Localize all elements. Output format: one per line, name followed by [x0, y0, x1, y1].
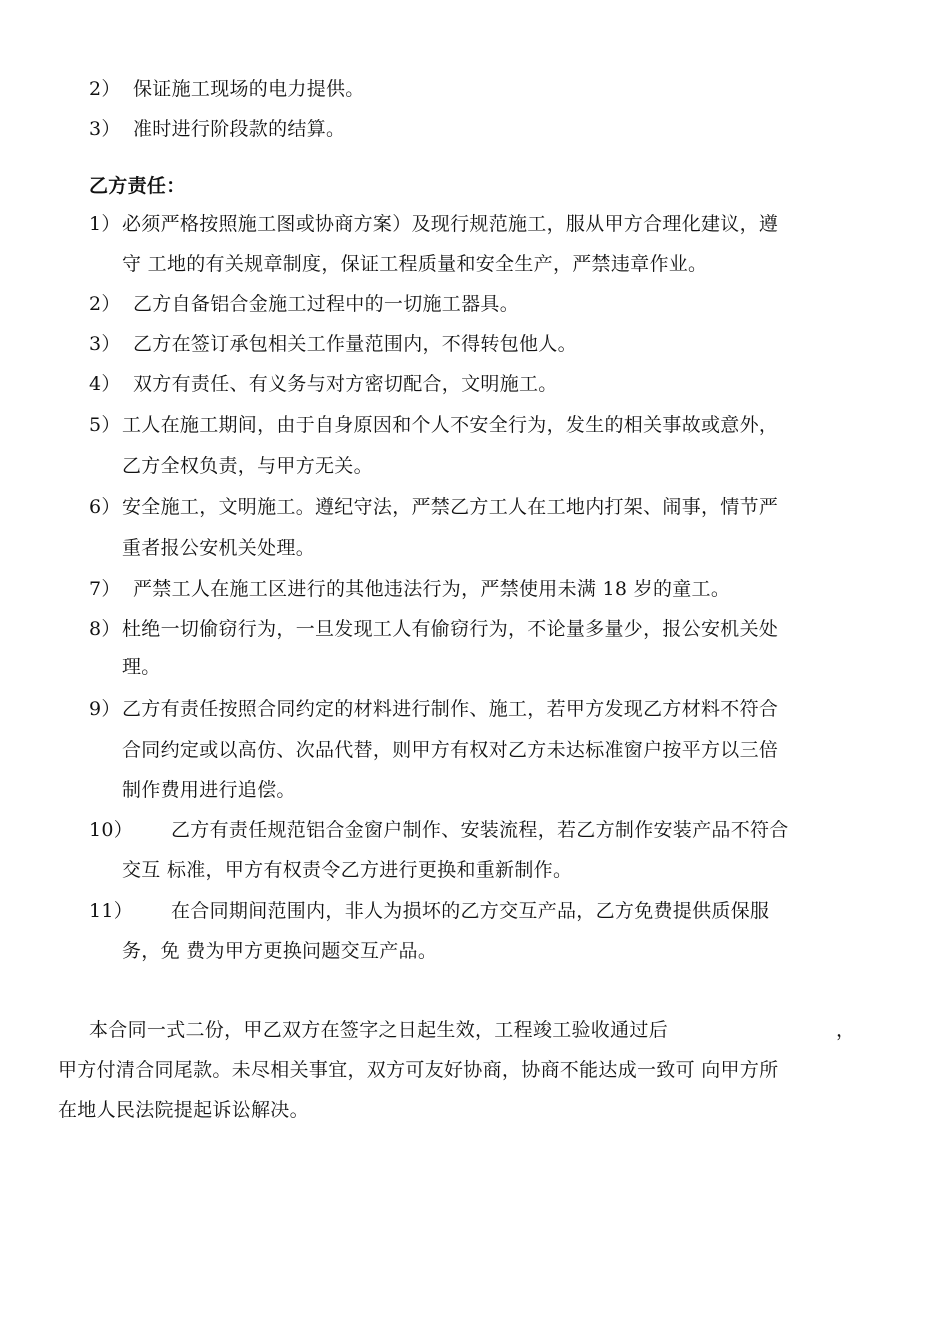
item-text: 乙方有责任规范铝合金窗户制作、安装流程，若乙方制作安装产品不符合 — [171, 819, 789, 841]
party-b-item-10 — [89, 818, 789, 842]
item-number: 3） — [89, 118, 121, 140]
party-b-item-9-cont-2: 制作费用进行追偿。 — [122, 779, 296, 801]
party-b-item-8-cont: 理。 — [122, 656, 161, 678]
item-text: 乙方自备铝合金施工过程中的一切施工器具。 — [133, 293, 520, 315]
party-b-item-11-cont: 务，免 费为甲方更换问题交互产品。 — [122, 940, 438, 962]
item-number: 6） — [89, 496, 121, 518]
party-b-item-1 — [89, 212, 778, 236]
party-a-item-2 — [89, 77, 365, 101]
party-b-item-9-cont-1: 合同约定或以高仿、次品代替，则甲方有权对乙方未达标准窗户按平方以三倍 — [122, 739, 779, 761]
party-b-item-6 — [89, 495, 778, 519]
party-b-item-10-cont: 交互 标准，甲方有权责令乙方进行更换和重新制作。 — [122, 859, 573, 881]
item-text: 双方有责任、有义务与对方密切配合，文明施工。 — [133, 373, 558, 395]
party-b-heading: 乙方责任： — [89, 175, 186, 197]
item-number: 3） — [89, 333, 121, 355]
party-b-item-7 — [89, 577, 730, 601]
item-number: 9） — [89, 698, 121, 720]
closing-line-1: 本合同一式二份，甲乙双方在签字之日起生效，工程竣工验收通过后 — [89, 1019, 669, 1041]
party-b-item-1-cont: 守 工地的有关规章制度，保证工程质量和安全生产，严禁违章作业。 — [122, 253, 708, 275]
party-b-item-2 — [89, 292, 519, 316]
item-number: 11） — [89, 900, 134, 922]
item-number: 5） — [89, 414, 121, 436]
party-b-item-4 — [89, 372, 558, 396]
closing-line-2: 甲方付清合同尾款。未尽相关事宜，双方可友好协商，协商不能达成一致可 向甲方所 — [58, 1059, 779, 1081]
item-number: 8） — [89, 618, 121, 640]
item-number: 2） — [89, 293, 121, 315]
item-number: 10） — [89, 819, 134, 841]
item-number: 7） — [89, 578, 121, 600]
item-text: 乙方有责任按照合同约定的材料进行制作、施工，若甲方发现乙方材料不符合 — [122, 698, 779, 720]
item-text: 安全施工，文明施工。遵纪守法，严禁乙方工人在工地内打架、闹事，情节严 — [122, 496, 779, 518]
item-text: 杜绝一切偷窃行为，一旦发现工人有偷窃行为，不论量多量少，报公安机关处 — [122, 618, 779, 640]
item-text: 必须严格按照施工图或协商方案）及现行规范施工，服从甲方合理化建议，遵 — [122, 213, 779, 235]
party-b-item-8 — [89, 617, 778, 641]
party-b-item-11 — [89, 899, 769, 923]
item-text: 在合同期间范围内，非人为损坏的乙方交互产品，乙方免费提供质保服 — [171, 900, 770, 922]
item-number: 4） — [89, 373, 121, 395]
closing-line-3: 在地人民法院提起诉讼解决。 — [58, 1099, 309, 1121]
party-b-item-9 — [89, 697, 778, 721]
party-b-item-5 — [89, 413, 778, 437]
item-text: 严禁工人在施工区进行的其他违法行为，严禁使用未满 18 岁的童工。 — [133, 578, 731, 600]
item-text: 准时进行阶段款的结算。 — [133, 118, 346, 140]
item-number: 1） — [89, 213, 121, 235]
party-a-item-3 — [89, 117, 345, 141]
party-b-item-6-cont: 重者报公安机关处理。 — [122, 537, 316, 559]
party-b-item-3 — [89, 332, 577, 356]
item-number: 2） — [89, 78, 121, 100]
party-b-item-5-cont: 乙方全权负责，与甲方无关。 — [122, 455, 373, 477]
item-text: 保证施工现场的电力提供。 — [133, 78, 365, 100]
closing-comma: ， — [836, 1019, 856, 1041]
item-text: 乙方在签订承包相关工作量范围内，不得转包他人。 — [133, 333, 577, 355]
item-text: 工人在施工期间，由于自身原因和个人不安全行为，发生的相关事故或意外， — [122, 414, 779, 436]
